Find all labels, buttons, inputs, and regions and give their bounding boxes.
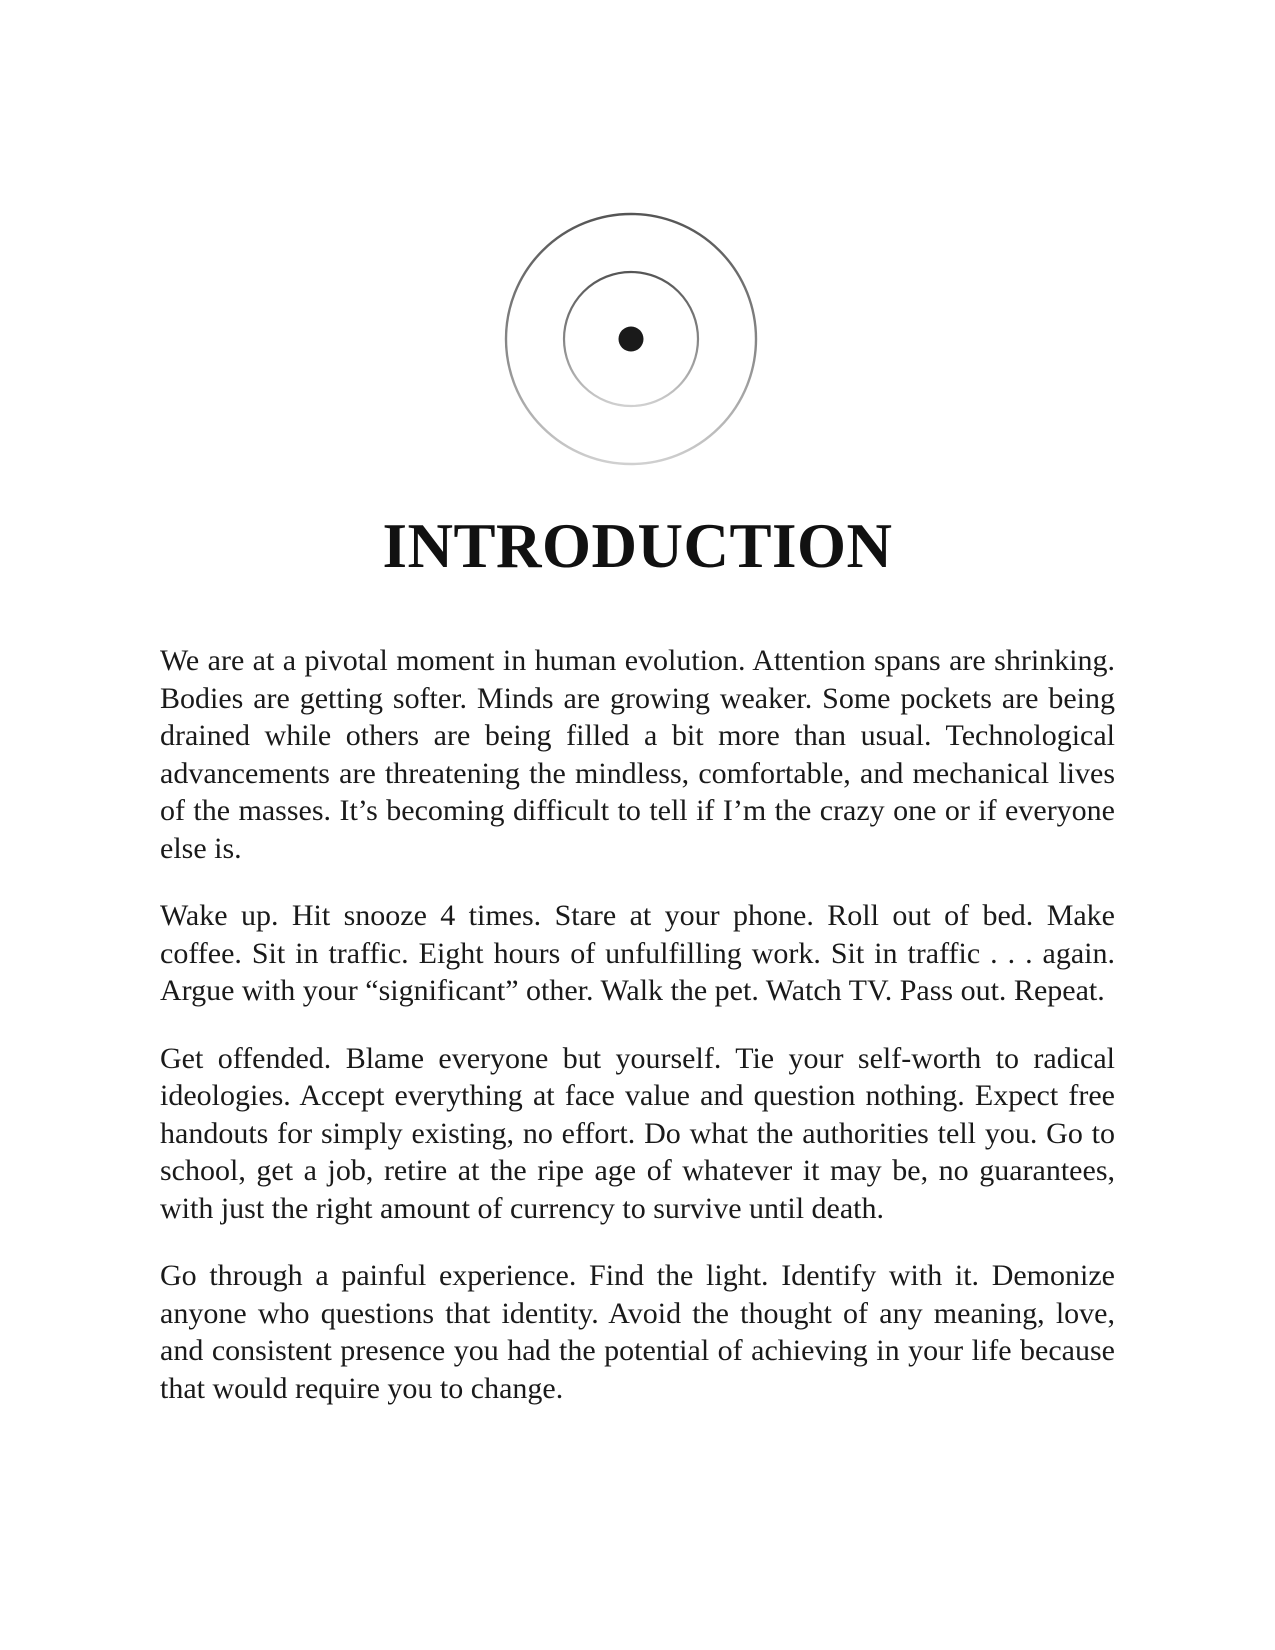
center-dot [619, 327, 644, 352]
paragraph-2: Wake up. Hit snooze 4 times. Stare at your phone. Roll out of bed. Make coffee. Sit in traffic. Eight hours of unfulfilling work. Sit in traffic . . . again. Argue with your “significant” other. Walk the pet. Watch TV. Pass out. Repeat. [160, 899, 1115, 1007]
paragraph-4: Go through a painful experience. Find the light. Identify with it. Demonize anyone who questions that identity. Avoid the thought of any meaning, love, and consistent presence you had the potential of achieving in your life because that would require you to change. [160, 1259, 1115, 1405]
paragraph-1: We are at a pivotal moment in human evolution. Attention spans are shrinking. Bodies are getting softer. Minds are growing weaker. Some pockets are being drained while others are being filled a bit more than usual. Technological advancements are threatening the mindless, comfortable, and mechanical lives of the masses. It’s becoming difficult to tell if I’m the crazy one or if everyone else is. [160, 644, 1115, 865]
paragraph-3: Get offended. Blame everyone but yourself. Tie your self-worth to radical ideologies. Accept everything at face value and question nothing. Expect free handouts for simply existing, no effort. Do what the authorities tell you. Go to school, get a job, retire at the ripe age of whatever it may be, no guarantees, with just the right amount of currency to survive until death. [160, 1041, 1115, 1225]
chapter-title: INTRODUCTION [382, 511, 893, 581]
concentric-circles-icon [502, 210, 760, 468]
body-text [160, 642, 1115, 1437]
